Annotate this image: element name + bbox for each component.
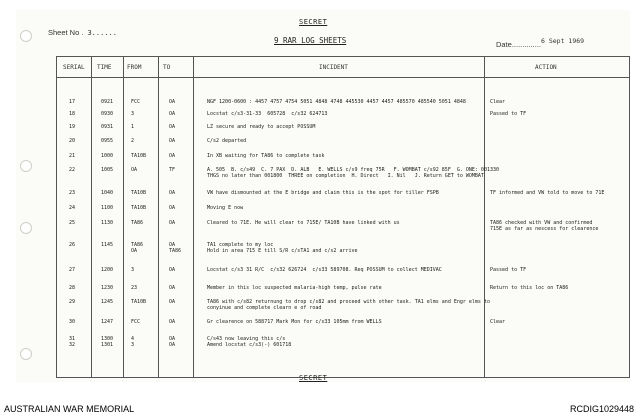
row-serial: 31 32 bbox=[69, 336, 76, 349]
row-from: 4 3 bbox=[131, 336, 135, 349]
row-serial: 21 bbox=[69, 153, 76, 159]
row-incident: C/s2 departed bbox=[207, 138, 247, 144]
row-from: TA86 bbox=[131, 220, 144, 226]
row-to: OA bbox=[169, 99, 176, 105]
row-incident: VW have dismounted at the E bridge and claim this is the spot for tiller FSPB bbox=[207, 190, 439, 196]
row-incident: TA1 complete to my loc Hold in area 715 E till S/R c/sTA1 and c/s2 arrive bbox=[207, 242, 358, 255]
row-serial: 17 bbox=[69, 99, 76, 105]
classification-bottom: SECRET bbox=[299, 374, 328, 382]
row-to: OA bbox=[169, 124, 176, 130]
row-to: OA bbox=[169, 299, 176, 305]
row-time: 1245 bbox=[101, 299, 114, 305]
row-from: 3 bbox=[131, 267, 135, 273]
column-divider bbox=[158, 57, 159, 377]
row-time: 0930 bbox=[101, 111, 114, 117]
row-time: 1300 1301 bbox=[101, 336, 114, 349]
row-from: 1 bbox=[131, 124, 135, 130]
row-serial: 26 bbox=[69, 242, 76, 248]
row-time: 1230 bbox=[101, 285, 114, 291]
date-value: 6 Sept 1969 bbox=[541, 37, 585, 45]
row-serial: 18 bbox=[69, 111, 76, 117]
row-to: OA bbox=[169, 205, 176, 211]
row-action: Passed to TF bbox=[490, 111, 527, 117]
row-incident: NGF 1200-0600 : 4457 4757 4754 5051 4848 4748 445530 4457 4457 485570 485540 5051 4848 bbox=[207, 99, 466, 105]
row-serial: 29 bbox=[69, 299, 76, 305]
row-action: Clear bbox=[490, 319, 506, 325]
row-time: 1200 bbox=[101, 267, 114, 273]
row-serial: 20 bbox=[69, 138, 76, 144]
header-action: ACTION bbox=[535, 64, 557, 71]
column-divider bbox=[91, 57, 92, 377]
row-incident: TA86 with c/s82 returnung to drop c/s82 and proceed with other task. TA1 elms and Engr elms to conyinue and complete clearn e of road bbox=[207, 299, 490, 312]
row-action: Clear bbox=[490, 99, 506, 105]
row-from: OA bbox=[131, 167, 138, 173]
sheet-number-value: 3...... bbox=[87, 29, 117, 37]
row-to: OA bbox=[169, 267, 176, 273]
row-from: TA86 OA bbox=[131, 242, 144, 255]
sheet-number bbox=[48, 28, 117, 37]
row-to: OA bbox=[169, 190, 176, 196]
punch-hole bbox=[20, 30, 32, 42]
row-time: 0921 bbox=[101, 99, 114, 105]
sheet-date bbox=[496, 37, 585, 49]
row-serial: 24 bbox=[69, 205, 76, 211]
header-serial: SERIAL bbox=[63, 64, 85, 71]
header-incident: INCIDENT bbox=[319, 64, 348, 71]
row-incident: In XB waiting for TA86 to complete task bbox=[207, 153, 325, 159]
date-label: Date.............. bbox=[496, 40, 542, 49]
row-serial: 22 bbox=[69, 167, 76, 173]
footer-record-id: RCDIG1029448 bbox=[569, 404, 634, 414]
row-from: FCC bbox=[131, 99, 141, 105]
row-from: FCC bbox=[131, 319, 141, 325]
sheet-number-label: Sheet No . bbox=[48, 28, 84, 37]
row-from: TA10B bbox=[131, 205, 147, 211]
log-table bbox=[56, 56, 630, 378]
row-to: OA bbox=[169, 319, 176, 325]
row-to: OA OA bbox=[169, 336, 176, 349]
row-incident: Member in this loc suspected malaria-high temp, pulse rate bbox=[207, 285, 382, 291]
header-to: TO bbox=[163, 64, 171, 71]
row-to: TF bbox=[169, 167, 176, 173]
header-divider bbox=[57, 77, 629, 78]
punch-hole bbox=[20, 222, 32, 234]
row-time: 1100 bbox=[101, 205, 114, 211]
header-time: TIME bbox=[97, 64, 112, 71]
row-incident: Locstat c/s3 31 R/C c/s32 626724 c/s33 589708. Req POSSUM to collect MEDIVAC bbox=[207, 267, 442, 273]
column-divider bbox=[123, 57, 124, 377]
footer-archive-name: AUSTRALIAN WAR MEMORIAL bbox=[4, 404, 135, 414]
punch-hole bbox=[20, 348, 32, 360]
row-action: TF informed and VW told to move to 71E bbox=[490, 190, 605, 196]
row-to: OA bbox=[169, 285, 176, 291]
row-to: OA bbox=[169, 153, 176, 159]
row-time: 1130 bbox=[101, 220, 114, 226]
row-time: 1005 bbox=[101, 167, 114, 173]
row-incident: Gr clearence on 588717 Mark Mon for c/s33 105mm from WELLS bbox=[207, 319, 382, 325]
header-from: FROM bbox=[127, 64, 142, 71]
row-time: 0931 bbox=[101, 124, 114, 130]
row-to: OA bbox=[169, 220, 176, 226]
row-from: 2 bbox=[131, 138, 135, 144]
log-sheet-paper bbox=[16, 10, 630, 382]
row-serial: 30 bbox=[69, 319, 76, 325]
row-to: OA TA86 bbox=[169, 242, 182, 255]
row-from: TA10B bbox=[131, 153, 147, 159]
row-incident: A. 505 B. c/s49 C. 7 PAX D. ALB E. WELLS c/s9 freq 75R F. WOMBAT c/s92 85F G. ONE: 001330 THGS no later than 001800 THREE on completion H. Direct I. Nil J. Return GET to WOMBAT bbox=[207, 167, 499, 180]
row-incident: Moving E now bbox=[207, 205, 244, 211]
page-title: 9 RAR LOG SHEETS bbox=[274, 36, 347, 45]
row-time: 1247 bbox=[101, 319, 114, 325]
row-time: 1000 bbox=[101, 153, 114, 159]
row-from: 23 bbox=[131, 285, 138, 291]
row-time: 1040 bbox=[101, 190, 114, 196]
row-action: Passed to TF bbox=[490, 267, 527, 273]
row-from: TA10B bbox=[131, 299, 147, 305]
column-divider bbox=[193, 57, 194, 377]
row-time: 1145 bbox=[101, 242, 114, 248]
row-action: TA86 checked with VW and confirmed 715E as far as nescess for clearence bbox=[490, 220, 599, 233]
row-serial: 19 bbox=[69, 124, 76, 130]
row-incident: C/s43 now leaving this c/s Amend locstat c/s3(-) 601718 bbox=[207, 336, 292, 349]
row-to: OA bbox=[169, 138, 176, 144]
row-from: 3 bbox=[131, 111, 135, 117]
punch-hole bbox=[20, 160, 32, 172]
row-incident: LZ secure and ready to accept POSSUM bbox=[207, 124, 316, 130]
row-incident: Locstat c/s3-31-33 605728 c/s32 624713 bbox=[207, 111, 328, 117]
row-to: OA bbox=[169, 111, 176, 117]
row-serial: 25 bbox=[69, 220, 76, 226]
classification-top: SECRET bbox=[299, 18, 328, 26]
row-serial: 23 bbox=[69, 190, 76, 196]
row-from: TA10B bbox=[131, 190, 147, 196]
row-action: Return to this loc on TA86 bbox=[490, 285, 569, 291]
row-serial: 28 bbox=[69, 285, 76, 291]
row-time: 0955 bbox=[101, 138, 114, 144]
row-serial: 27 bbox=[69, 267, 76, 273]
column-divider bbox=[484, 57, 485, 377]
row-incident: Cleared to 71E. He will clear to 715E/ TA10B have linked with us bbox=[207, 220, 400, 226]
